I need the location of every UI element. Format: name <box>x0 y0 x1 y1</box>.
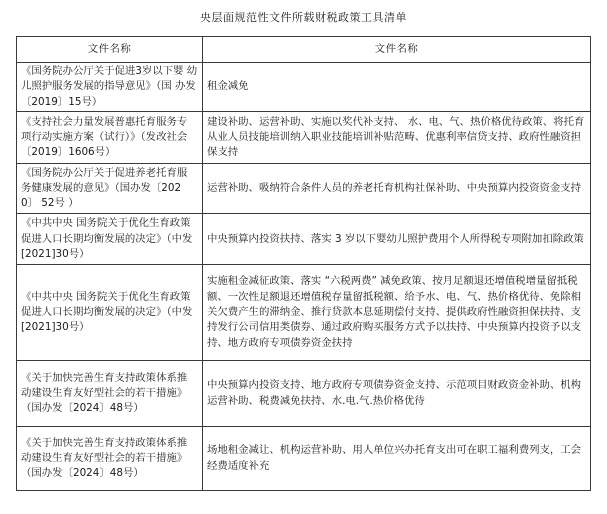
document-title: 央层面规范性文件所载财税政策工具清单 <box>200 11 407 24</box>
policy-tools-cell: 建设补助、运营补助、实施以奖代补支持、 水、电、气、热价格优待政策、将托育从业人员技能培训纳入职业技能培训补贴范畴、优惠利率信贷支持、政府性融资担保支持 <box>203 112 591 164</box>
document-name-cell: 《中共中央 国务院关于优化生育政策促进人口长期均衡发展的决定》（中发[2021]30号） <box>17 265 203 361</box>
policy-tools-cell: 中央预算内投资扶持、落实 3 岁以下婴幼儿照护费用个人所得税专项附加扣除政策 <box>203 214 591 265</box>
table-row <box>17 164 591 214</box>
document-name-cell: 《支持社会力量发展普惠托育服务专 项行动实施方案（试行）》（发改社会〔2019〕1606号） <box>17 112 203 164</box>
policy-tools-cell: 运营补助、吸纳符合条件人员的养老托育机构社保补助、中央预算内投资资金支持 <box>203 164 591 214</box>
policy-tools-cell: 中央预算内投资支持、地方政府专项债券资金支持、示范项目财政资金补助、机构运营补助、税费减免扶持、水.电.气.热价格优待 <box>203 361 591 427</box>
table-header-row <box>17 37 591 63</box>
table-row <box>17 361 591 427</box>
document-name-cell: 《国务院办公厅关于促进3岁以下婴 幼儿照护服务发展的指导意见》（国 办发〔2019〕15号） <box>17 63 203 112</box>
table-row <box>17 265 591 361</box>
column-header-tools: 文件名称 <box>203 37 591 63</box>
policy-tools-cell: 场地租金减让、机构运营补助、用人单位兴办托育支出可在职工福利费列支，工会经费适度补充 <box>203 427 591 491</box>
document-name-cell: 《国务院办公厅关于促进养老托育服 务健康发展的意见》（国办发〔2020〕 52号 ） <box>17 164 203 214</box>
document-name-cell: 《关于加快完善生育支持政策体系推 动建设生育友好型社会的若干措施》（国办发〔2024〕48号） <box>17 361 203 427</box>
table-row <box>17 112 591 164</box>
table-row <box>17 214 591 265</box>
table-row <box>17 63 591 112</box>
document-name-cell: 《关于加快完善生育支持政策体系推 动建设生育友好型社会的若干措施》（国办发〔2024〕48号） <box>17 427 203 491</box>
policy-tools-cell: 实施租金减征政策、落实 “六税两费” 减免政策、按月足额退还增值税增量留抵税额、一次性足额退还增值税存量留抵税额、给予水、电、气、热价格优待、免除相关欠费产生的滞纳金、推行贷款本息延期偿付支持、提供政府性融资担保扶持、支持发行公司信用类债券、通过政府购买服务方式予以扶持、中央预算内投资予以支持、地方政府专项债券资金扶持 <box>203 265 591 361</box>
policy-tools-cell: 租金减免 <box>203 63 591 112</box>
document-name-cell: 《中共中央 国务院关于优化生育政策促进人口长期均衡发展的决定》（中发[2021]30号） <box>17 214 203 265</box>
policy-table <box>16 36 591 491</box>
table-row <box>17 427 591 491</box>
column-header-document: 文件名称 <box>17 37 203 63</box>
